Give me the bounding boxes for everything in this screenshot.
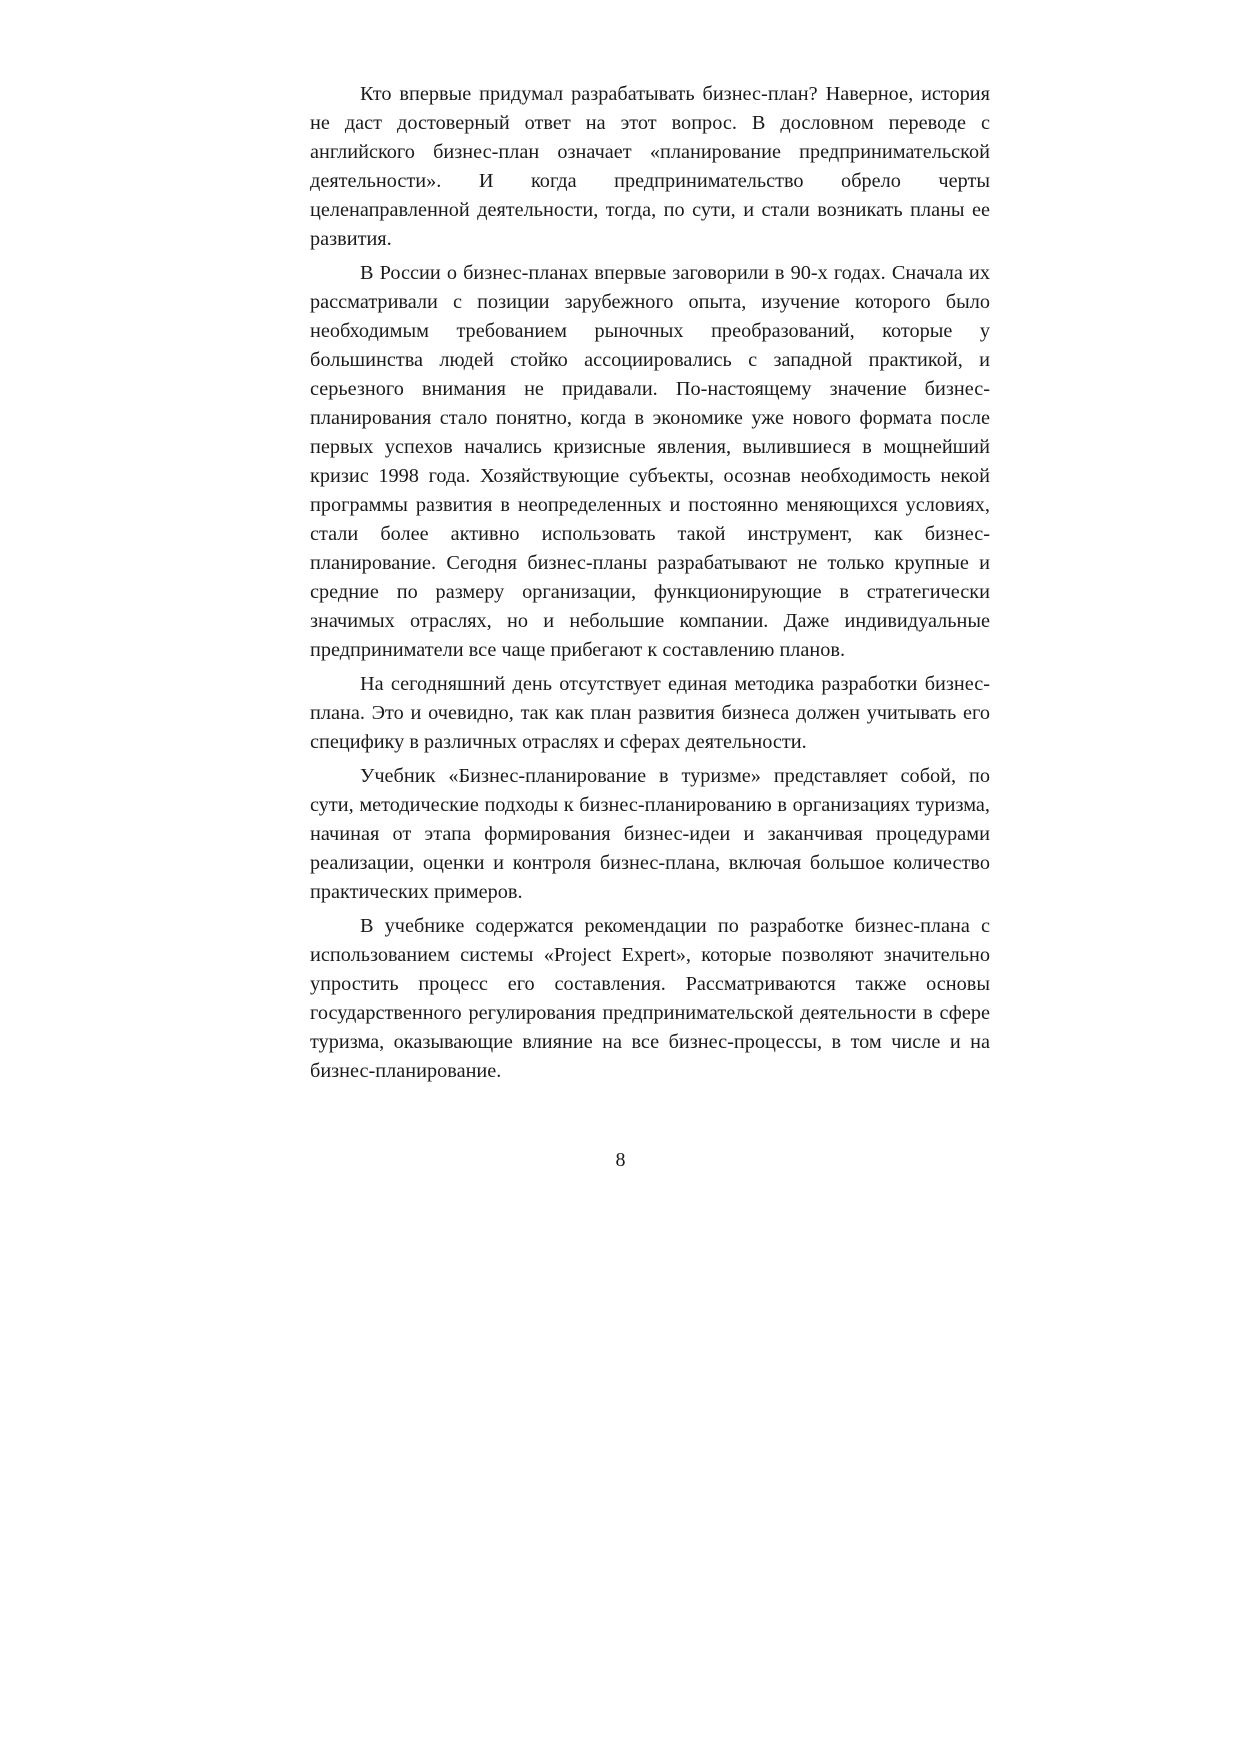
paragraph-2: В России о бизнес-планах впервые заговорили в 90-х годах. Сначала их рассматривали с позиции зарубежного опыта, изучение которого было необходимым требованием рыночных преобразований, которые у большинства людей стойко ассоциировались с западной практикой, и серьезного внимания не придавали. По-настоящему значение бизнес-планирования стало понятно, когда в экономике уже нового формата после первых успехов начались кризисные явления, вылившиеся в мощнейший кризис 1998 года. Хозяйствующие субъекты, осознав необходимость некой программы развития в неопределенных и постоянно меняющихся условиях, стали более активно использовать такой инструмент, как бизнес-планирование. Сегодня бизнес-планы разрабатывают не только крупные и средние по размеру организации, функционирующие в стратегически значимых отраслях, но и небольшие компании. Даже индивидуальные предприниматели все чаще прибегают к составлению планов. bbox=[310, 262, 990, 661]
page-number: 8 bbox=[615, 1149, 626, 1171]
paragraph-1: Кто впервые придумал разрабатывать бизнес-план? Наверное, история не даст достоверный ответ на этот вопрос. В дословном переводе с английского бизнес-план означает «планирование предпринимательской деятельности». И когда предпринимательство обрело черты целенаправленной деятельности, тогда, по сути, и стали возникать планы ее развития. bbox=[310, 83, 990, 250]
paragraph-3: На сегодняшний день отсутствует единая методика разработки бизнес-плана. Это и очевидно, так как план развития бизнеса должен учитывать его специфику в различных отраслях и сферах деятельности. bbox=[310, 673, 990, 753]
paragraph-5: В учебнике содержатся рекомендации по разработке бизнес-плана с использованием системы «Project Expert», которые позволяют значительно упростить процесс его составления. Рассматриваются также основы государственного регулирования предпринимательской деятельности в сфере туризма, оказывающие влияние на все бизнес-процессы, в том числе и на бизнес-планирование. bbox=[310, 915, 990, 1082]
body-text bbox=[310, 80, 990, 1091]
paragraph-4: Учебник «Бизнес-планирование в туризме» представляет собой, по сути, методические подходы к бизнес-планированию в организациях туризма, начиная от этапа формирования бизнес-идеи и заканчивая процедурами реализации, оценки и контроля бизнес-плана, включая большое количество практических примеров. bbox=[310, 765, 990, 903]
